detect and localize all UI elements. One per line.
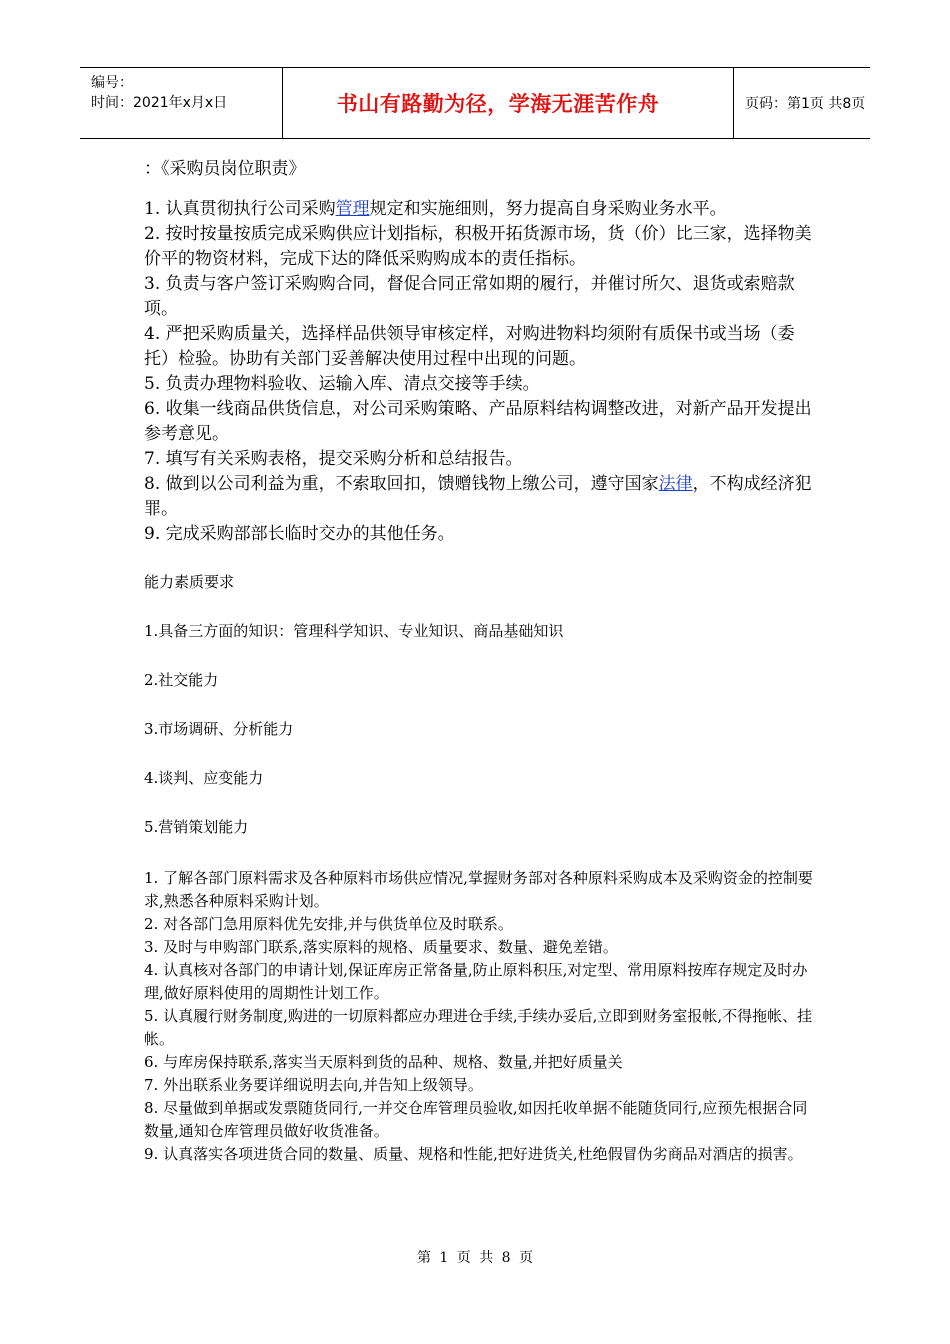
header-page-cell <box>734 68 870 138</box>
task-item: 1. 了解各部门原料需求及各种原料市场供应情况,掌握财务部对各种原料采购成本及采购资金的控制要求,熟悉各种原料采购计划。 <box>144 869 813 910</box>
requirement-item: 1.具备三方面的知识：管理科学知识、专业知识、商品基础知识 <box>144 622 564 640</box>
task-item: 3. 及时与申购部门联系,落实原料的规格、质量要求、数量、避免差错。 <box>144 938 618 956</box>
requirement-item: 5.营销策划能力 <box>144 818 249 836</box>
header-info-cell <box>80 68 283 138</box>
duty-item: 7. 填写有关采购表格，提交采购分析和总结报告。 <box>144 449 523 469</box>
duties-list <box>144 197 816 547</box>
management-link[interactable]: 管理 <box>335 199 370 219</box>
tasks-list <box>144 867 816 1166</box>
requirement-item: 4.谈判、应变能力 <box>144 769 264 787</box>
requirement-item: 3.市场调研、分析能力 <box>144 720 294 738</box>
duty-item: 5. 负责办理物料验收、运输入库、清点交接等手续。 <box>144 374 540 394</box>
task-item: 2. 对各部门急用原料优先安排,并与供货单位及时联系。 <box>144 915 513 933</box>
header-slogan-cell <box>283 68 734 138</box>
task-item: 7. 外出联系业务要详细说明去向,并告知上级领导。 <box>144 1076 483 1094</box>
task-item: 8. 尽量做到单据或发票随货同行,一并交仓库管理员验收,如因托收单据不能随货同行,应预先根据合同数量,通知仓库管理员做好收货准备。 <box>144 1099 808 1140</box>
duty-text: 1. 认真贯彻执行公司采购 <box>144 199 336 219</box>
page-footer: 第 1 页 共 8 页 <box>416 1250 534 1266</box>
page-info: 页码：第1页 共8页 <box>745 96 866 112</box>
duty-item: 3. 负责与客户签订采购购合同，督促合同正常如期的履行，并催讨所欠、退货或索赔款项。 <box>144 274 795 319</box>
task-item: 6. 与库房保持联系,落实当天原料到货的品种、规格、数量,并把好质量关 <box>144 1053 623 1071</box>
duty-item: 4. 严把采购质量关，选择样品供领导审核定样，对购进物料均须附有质保书或当场（委托）检验。协助有关部门妥善解决使用过程中出现的问题。 <box>144 324 795 369</box>
task-item: 5. 认真履行财务制度,购进的一切原料都应办理进仓手续,手续办妥后,立即到财务室报帐,不得拖帐、挂帐。 <box>144 1007 813 1048</box>
law-link[interactable]: 法律 <box>658 474 693 494</box>
duty-item <box>144 197 816 222</box>
duty-text: 8. 做到以公司利益为重，不索取回扣，馈赠钱物上缴公司，遵守国家 <box>144 474 659 494</box>
duty-item: 2. 按时按量按质完成采购供应计划指标，积极开拓货源市场，货（价）比三家，选择物美价平的物资材料，完成下达的降低采购购成本的责任指标。 <box>144 224 812 269</box>
number-label: 编号： <box>91 75 133 91</box>
duty-item: 6. 收集一线商品供货信息，对公司采购策略、产品原料结构调整改进，对新产品开发提出参考意见。 <box>144 399 812 444</box>
duty-item <box>144 472 816 522</box>
duty-item: 9. 完成采购部部长临时交办的其他任务。 <box>144 524 455 544</box>
slogan: 书山有路勤为径，学海无涯苦作舟 <box>336 92 660 116</box>
time-label: 时间：2021年x月x日 <box>91 95 228 111</box>
doc-title: ：《采购员岗位职责》 <box>144 159 306 179</box>
document-body <box>144 155 816 1166</box>
requirement-item: 2.社交能力 <box>144 671 219 689</box>
duty-text: ，不构成经济犯罪。 <box>144 474 812 519</box>
document-header <box>80 67 870 139</box>
task-item: 9. 认真落实各项进货合同的数量、质量、规格和性能,把好进货关,杜绝假冒伪劣商品对酒店的损害。 <box>144 1145 803 1163</box>
requirements-title: 能力素质要求 <box>144 573 235 591</box>
duty-text: 规定和实施细则，努力提高自身采购业务水平。 <box>369 199 727 219</box>
task-item: 4. 认真核对各部门的申请计划,保证库房正常备量,防止原料积压,对定型、常用原料按库存规定及时办理,做好原料使用的周期性计划工作。 <box>144 961 808 1002</box>
